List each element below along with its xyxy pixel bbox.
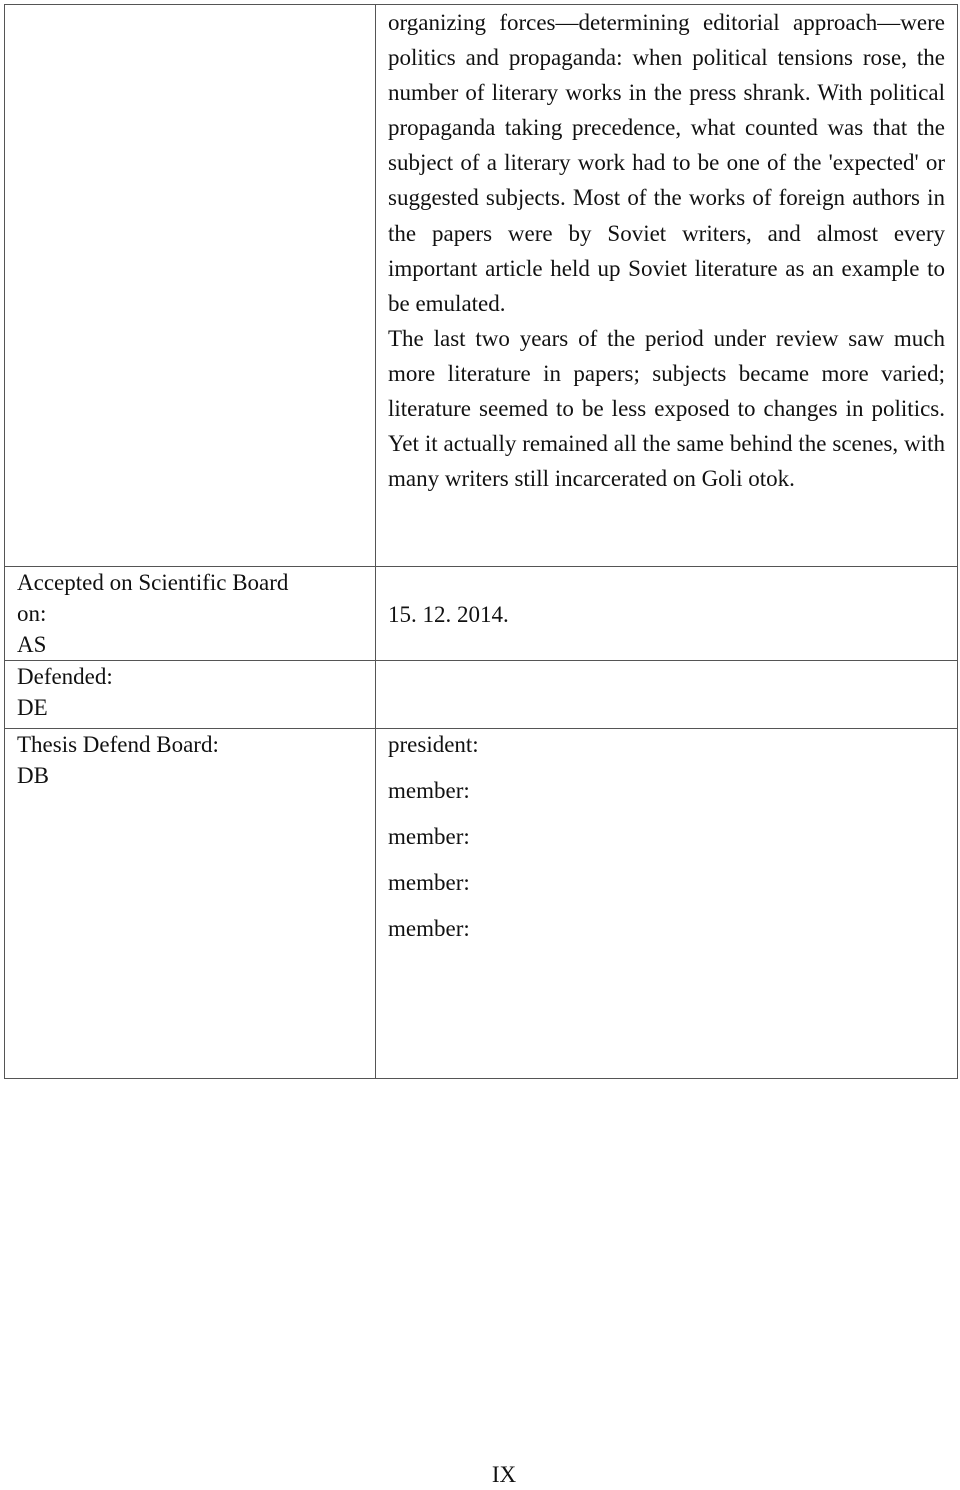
abstract-closing-paragraph: The last two years of the period under review saw much more literature in papers; subjects became more varied; literature seemed to be less exposed to changes in politics. Yet it actually remained all the same behind the scenes, with many writers still incarcerated on Goli otok.: [388, 325, 945, 492]
accepted-date: 15. 12. 2014.: [388, 602, 509, 627]
board-label: Thesis Defend Board:: [17, 732, 219, 757]
defended-value-cell: [376, 661, 958, 729]
board-member: member:: [388, 824, 470, 849]
board-label-cell: [5, 729, 376, 1079]
abstract-continuation-paragraph: organizing forces—determining editorial approach—were politics and propaganda: when political tensions rose, the number of literary works in the press shrank. With political propaganda taking precedence, what counted was that the subject of a literary work had to be one of the 'expected' or suggested subjects. Most of the works of foreign authors in the papers were by Soviet writers, and almost every important article held up Soviet literature as an example to be emulated.: [388, 10, 945, 316]
accepted-code: AS: [17, 632, 47, 657]
defended-code: DE: [17, 695, 48, 720]
abstract-text-cell: [376, 5, 958, 567]
accepted-row: [5, 567, 958, 661]
abstract-label-cell: [5, 5, 376, 567]
accepted-label-line1: Accepted on Scientific Board: [17, 570, 289, 595]
accepted-label-cell: [5, 567, 376, 661]
board-code: DB: [17, 763, 49, 788]
board-member-president: president:: [388, 732, 479, 757]
thesis-info-table: [4, 4, 958, 1079]
board-members-cell: [376, 729, 958, 1079]
board-members-list: [388, 722, 945, 952]
board-member: member:: [388, 778, 470, 803]
page-number: IX: [491, 1462, 517, 1487]
accepted-label-line2: on:: [17, 601, 47, 626]
abstract-row: [5, 5, 958, 567]
defended-row: [5, 661, 958, 729]
board-row: [5, 729, 958, 1079]
defended-label: Defended:: [17, 664, 113, 689]
board-member: member:: [388, 870, 470, 895]
accepted-value-cell: [376, 567, 958, 661]
defended-label-cell: [5, 661, 376, 729]
board-member: member:: [388, 916, 470, 941]
